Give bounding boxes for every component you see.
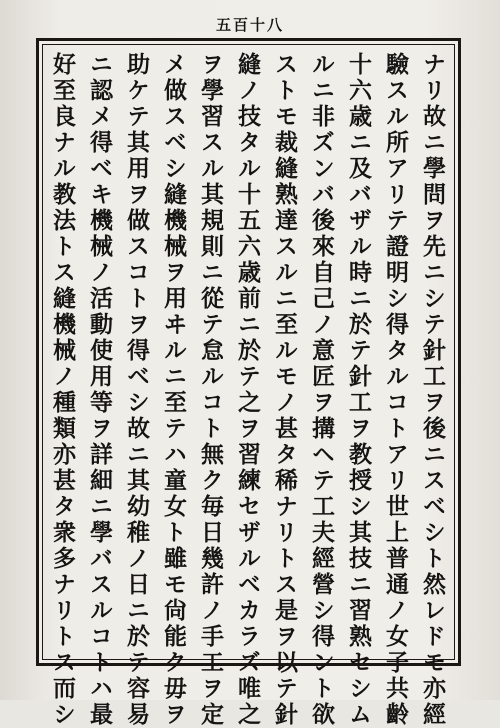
text-column: メ做スベシ縫機械ヲ用ヰルニ至テハ童女ト雖モ尙能ク毋ヲ [160, 52, 187, 728]
text-column: 縫ノ技タル十五六歳前ニ於テ之ヲ習練セザルベカラズ唯之 [234, 52, 261, 728]
text-column: ストモ裁縫熟達スルニ至ルモノ甚タ稀ナリトス是ヲ以テ針 [271, 52, 298, 728]
text-column: 十六歳ニ及バザル時ニ於テ針工ヲ教授シ其技ニ習熟セシム [345, 52, 372, 728]
text-column: ルニ非ズンバ後來自己ノ意匠ヲ搆ヘテ工夫經營シ得ント欲 [308, 52, 335, 728]
text-column: 好至良ナル教法トス縫機械ノ種類亦甚タ衆多ナリトス而シ [49, 52, 76, 728]
text-column: 助ケテ其用ヲ做スコトヲ得ベシ故ニ其幼稚ノ日ニ於テ容易 [123, 52, 150, 728]
text-column: 驗スル所アリテ證明シ得タルコトアリ世上普通ノ女子共齡 [382, 52, 409, 728]
page-number: 五百十八 [215, 16, 284, 34]
text-column: ヲ學習スル其規則ニ從テ怠ルコト無ク毎日幾許ノ手工ヲ定 [197, 52, 224, 728]
text-column: ニ認メ得ベキ機械ノ活動使用等ヲ詳細ニ學バスルコトハ最 [86, 52, 113, 728]
text-column: ナリ故ニ學問ヲ先ニシテ針工ヲ後ニスベシト然レドモ亦經 [419, 52, 446, 728]
text-body [44, 46, 453, 728]
